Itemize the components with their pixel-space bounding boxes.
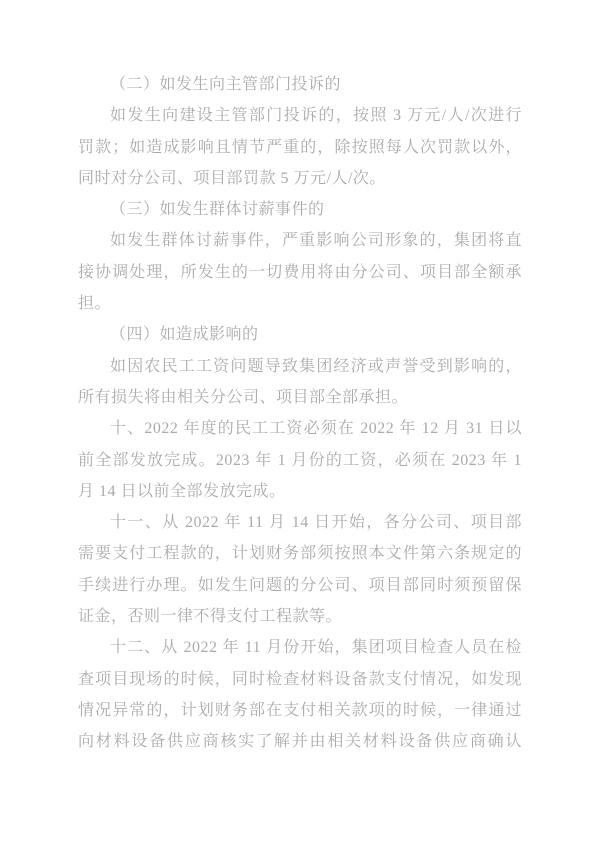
text-line: 同时对分公司、项目部罚款 5 万元/人/次。 [78, 169, 386, 187]
text-line: 接协调处理，所发生的一切费用将由分公司、项目部全额承 [78, 263, 522, 281]
text-line: 十二、从 2022 年 11 月份开始，集团项目检查人员在检 [110, 639, 522, 657]
text-line: 手续进行办理。如发生问题的分公司、项目部同时须预留保 [78, 576, 522, 594]
text-line: （四）如造成影响的 [110, 326, 259, 344]
text-line: 需要支付工程款的，计划财务部须按照本文件第六条规定的 [78, 545, 522, 563]
text-line: 证金，否则一律不得支付工程款等。 [78, 608, 343, 626]
text-line: 月 14 日以前全部发放完成。 [78, 482, 286, 500]
text-line: 如发生向建设主管部门投诉的，按照 3 万元/人/次进行 [110, 107, 522, 125]
text-line: 担。 [78, 295, 112, 313]
text-line: 前全部发放完成。2023 年 1 月份的工资，必须在 2023 年 1 [78, 451, 522, 469]
text-line: 如发生群体讨薪事件，严重影响公司形象的，集团将直 [110, 232, 522, 250]
text-line: （二）如发生向主管部门投诉的 [110, 76, 342, 93]
document-text-block [78, 69, 522, 758]
text-line: 罚款；如造成影响且情节严重的，除按照每人次罚款以外， [78, 138, 522, 156]
text-line: 向材料设备供应商核实了解并由相关材料设备供应商确认 [78, 733, 522, 751]
text-line: 查项目现场的时候，同时检查材料设备款支付情况，如发现 [78, 670, 522, 688]
text-line: 情况异常的，计划财务部在支付相关款项的时候，一律通过 [78, 701, 522, 719]
text-line: 所有损失将由相关分公司、项目部全部承担。 [78, 388, 409, 406]
text-line: 如因农民工工资问题导致集团经济或声誉受到影响的， [110, 357, 522, 375]
text-line: （三）如发生群体讨薪事件的 [110, 201, 325, 219]
text-line: 十、2022 年度的民工工资必须在 2022 年 12 月 31 日以 [110, 420, 522, 438]
text-line: 十一、从 2022 年 11 月 14 日开始，各分公司、项目部 [110, 514, 522, 532]
